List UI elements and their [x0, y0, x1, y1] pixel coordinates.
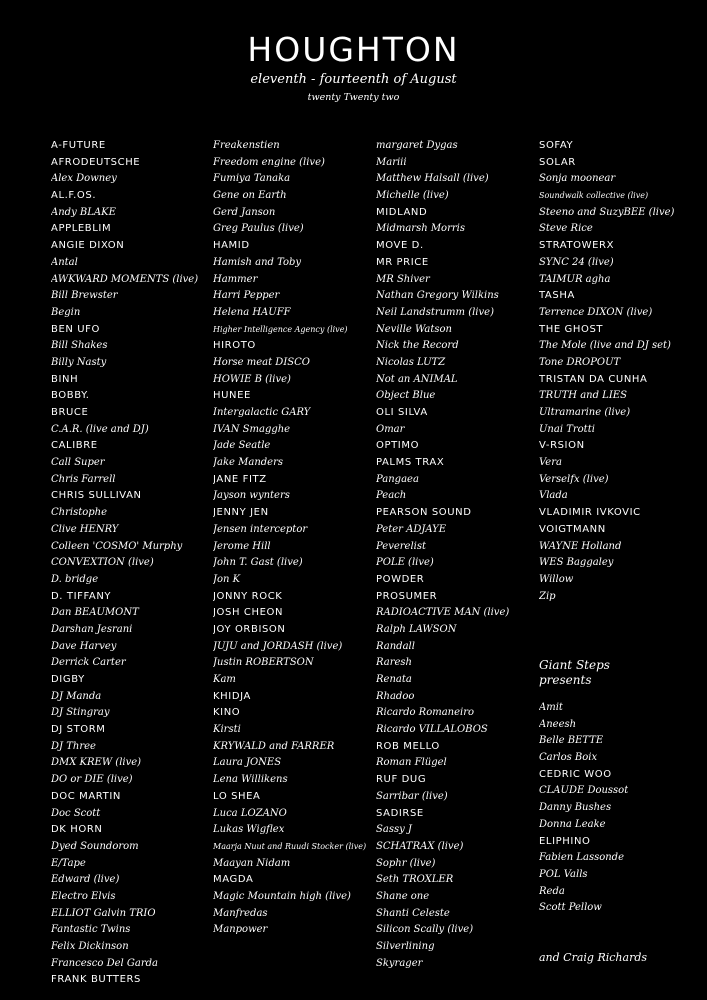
artist-name: Higher Intelligence Agency (live): [213, 324, 348, 334]
artist-name: CEDRIC WOO: [539, 768, 612, 780]
artist-name: Carlos Boix: [539, 752, 598, 764]
artist-name: Dyed Soundorom: [51, 840, 139, 852]
artist-name: Horse meat DISCO: [213, 356, 310, 368]
giant-steps-heading: Giant Steps presents: [539, 658, 610, 687]
closing-act: and Craig Richards: [539, 951, 648, 964]
artist-name: Steeno and SuzyBEE (live): [539, 206, 675, 218]
artist-name: margaret Dygas: [376, 140, 458, 151]
artist-name: The Mole (live and DJ set): [539, 340, 671, 352]
artist-name: Lukas Wigflex: [213, 824, 285, 836]
artist-name: VOIGTMANN: [539, 523, 606, 535]
artist-name: APPLEBLIM: [51, 223, 112, 235]
artist-name: Billy Nasty: [51, 356, 107, 368]
artist-name: Begin: [51, 306, 81, 318]
artist-name: Christophe: [51, 507, 108, 519]
artist-name: CHRIS SULLIVAN: [51, 490, 142, 502]
artist-name: OLI SILVA: [376, 407, 428, 418]
artist-name: DMX KREW (live): [51, 757, 142, 769]
artist-name: SYNC 24 (live): [539, 256, 614, 268]
artist-name: Seth TROXLER: [376, 874, 454, 886]
artist-name: BRUCE: [51, 407, 89, 418]
artist-name: SOLAR: [539, 156, 576, 168]
artist-name: FRANK BUTTERS: [51, 974, 141, 986]
artist-name: Roman Flügel: [376, 757, 447, 769]
artist-name: Doc Scott: [51, 807, 101, 819]
artist-name: Midmarsh Morris: [376, 223, 465, 235]
artist-name: Laura JONES: [213, 757, 282, 769]
artist-name: Aneesh: [539, 718, 577, 730]
artist-name: D. TIFFANY: [51, 590, 112, 602]
artist-name: JOSH CHEON: [213, 607, 284, 619]
artist-name: BOBBY.: [51, 390, 90, 402]
artist-name: Manpower: [213, 924, 268, 936]
artist-name: Jon K: [213, 573, 241, 585]
artist-name: Jade Seatle: [213, 440, 271, 452]
artist-name: SADIRSE: [376, 807, 424, 819]
festival-year: twenty Twenty two: [307, 92, 400, 103]
artist-name: Chris Farrell: [51, 473, 116, 485]
artist-name: Ricardo VILLALOBOS: [376, 724, 488, 736]
artist-name: Neil Landstrumm (live): [376, 306, 494, 318]
artist-name: Edward (live): [51, 874, 120, 886]
artist-name: Danny Bushes: [539, 802, 612, 814]
festival-title: HOUGHTON: [247, 30, 460, 69]
artist-name: Zip: [539, 590, 556, 602]
artist-name: KRYWALD and FARRER: [213, 740, 335, 752]
artist-name: Willow: [539, 573, 574, 585]
artist-name: Nick the Record: [376, 340, 459, 352]
artist-name: Lena Willikens: [213, 774, 288, 786]
artist-name: Manfredas: [213, 907, 268, 919]
artist-name: C.A.R. (live and DJ): [51, 423, 149, 435]
artist-name: Ralph LAWSON: [376, 623, 457, 635]
artist-name: BINH: [51, 373, 79, 385]
artist-name: Skyrager: [376, 957, 423, 969]
artist-name: Peverelist: [376, 540, 427, 552]
lineup-column-2: [213, 138, 366, 939]
artist-name: CALIBRE: [51, 440, 98, 452]
artist-name: JENNY JEN: [213, 507, 269, 519]
artist-name: ELLIOT Galvin TRIO: [51, 907, 156, 919]
artist-name: AL.F.OS.: [51, 190, 97, 202]
artist-name: HAMID: [213, 240, 250, 252]
artist-name: AWKWARD MOMENTS (live): [51, 273, 199, 285]
artist-name: Fumiya Tanaka: [213, 173, 291, 185]
artist-name: CONVEXTION (live): [51, 557, 154, 569]
artist-name: Donna Leake: [539, 818, 606, 830]
artist-name: JOY ORBISON: [213, 623, 286, 635]
artist-name: Reda: [539, 885, 565, 897]
artist-name: TAIMUR agha: [539, 273, 611, 285]
artist-name: Tone DROPOUT: [539, 356, 621, 368]
artist-name: Peter ADJAYE: [376, 523, 447, 535]
artist-name: DJ Three: [51, 740, 96, 752]
festival-dates: eleventh - fourteenth of August: [250, 72, 457, 87]
artist-name: LO SHEA: [213, 790, 261, 802]
artist-name: Felix Dickinson: [51, 941, 129, 952]
artist-name: Sonja moonear: [539, 173, 616, 185]
artist-name: Fabien Lassonde: [539, 852, 625, 864]
artist-name: Silverlining: [376, 941, 435, 952]
artist-name: Derrick Carter: [51, 657, 126, 669]
artist-name: Peach: [376, 490, 407, 502]
artist-name: THE GHOST: [539, 323, 604, 335]
artist-name: ELIPHINO: [539, 835, 591, 847]
artist-name: KHIDJA: [213, 690, 251, 702]
artist-name: Bill Shakes: [51, 340, 108, 352]
artist-name: Jayson wynters: [213, 490, 290, 502]
artist-name: Vlada: [539, 490, 568, 502]
artist-name: Freedom engine (live): [213, 156, 325, 168]
artist-name: Neville Watson: [376, 323, 452, 335]
artist-name: Electro Elvis: [51, 890, 116, 902]
artist-name: Omar: [376, 423, 405, 435]
artist-name: Magic Mountain high (live): [213, 890, 351, 902]
artist-name: HOWIE B (live): [213, 373, 291, 385]
artist-name: Ultramarine (live): [539, 407, 631, 418]
artist-name: IVAN Smagghe: [213, 423, 291, 435]
artist-name: Helena HAUFF: [213, 306, 291, 318]
artist-name: Call Super: [51, 457, 105, 469]
artist-name: BEN UFO: [51, 323, 100, 335]
artist-name: Jensen interceptor: [213, 523, 308, 535]
artist-name: John T. Gast (live): [213, 557, 303, 569]
artist-name: POL Valls: [539, 868, 588, 880]
artist-name: Intergalactic GARY: [213, 407, 311, 418]
artist-name: MIDLAND: [376, 206, 428, 218]
artist-name: Nathan Gregory Wilkins: [376, 290, 499, 302]
artist-name: Kirsti: [213, 724, 241, 736]
artist-name: Michelle (live): [376, 190, 449, 202]
artist-name: Greg Paulus (live): [213, 223, 304, 235]
artist-name: Gene on Earth: [213, 190, 287, 202]
artist-name: OPTIMO: [376, 440, 420, 452]
artist-name: Dan BEAUMONT: [51, 607, 139, 619]
artist-name: DIGBY: [51, 674, 85, 685]
artist-name: SCHATRAX (live): [376, 840, 464, 852]
artist-name: Amit: [539, 702, 563, 713]
artist-name: Francesco Del Garda: [51, 957, 158, 969]
artist-name: PALMS TRAX: [376, 457, 445, 469]
lineup-column-3: [376, 138, 509, 972]
artist-name: Steve Rice: [539, 223, 593, 235]
artist-name: POLE (live): [376, 557, 434, 569]
giant-steps-list: [539, 700, 628, 917]
artist-name: Pangaea: [376, 473, 419, 485]
artist-name: Hamish and Toby: [213, 256, 302, 268]
artist-name: AFRODEUTSCHE: [51, 156, 141, 168]
artist-name: Not an ANIMAL: [376, 373, 458, 385]
artist-name: Maarja Nuut and Ruudi Stocker (live): [213, 841, 367, 851]
artist-name: RUF DUG: [376, 774, 427, 786]
artist-name: V-RSION: [539, 440, 585, 452]
artist-name: Kam: [213, 674, 236, 685]
artist-name: Luca LOZANO: [213, 807, 287, 819]
artist-name: Matthew Halsall (live): [376, 173, 489, 185]
artist-name: Justin ROBERTSON: [213, 657, 314, 669]
artist-name: SOFAY: [539, 140, 574, 151]
artist-name: ANGIE DIXON: [51, 240, 125, 252]
artist-name: PROSUMER: [376, 590, 438, 602]
artist-name: MOVE D.: [376, 240, 424, 252]
artist-name: Ricardo Romaneiro: [376, 707, 475, 719]
artist-name: Sarribar (live): [376, 790, 448, 802]
artist-name: Rhadoo: [376, 690, 415, 702]
artist-name: POWDER: [376, 573, 425, 585]
artist-name: ROB MELLO: [376, 740, 440, 752]
artist-name: DJ Manda: [51, 690, 102, 702]
artist-name: Scott Pellow: [539, 902, 602, 914]
artist-name: Dave Harvey: [51, 640, 117, 652]
artist-name: Darshan Jesrani: [51, 623, 133, 635]
artist-name: Fantastic Twins: [51, 924, 131, 936]
artist-name: Jerome Hill: [213, 540, 271, 552]
artist-name: Andy BLAKE: [51, 206, 116, 218]
artist-name: TASHA: [539, 290, 575, 302]
artist-name: PEARSON SOUND: [376, 507, 472, 519]
artist-name: Nicolas LUTZ: [376, 356, 446, 368]
artist-name: E/Tape: [51, 857, 86, 869]
lineup-column-4: [539, 138, 674, 605]
artist-name: Freakenstien: [213, 140, 280, 151]
artist-name: CLAUDE Doussot: [539, 785, 629, 797]
artist-name: Shanti Celeste: [376, 907, 450, 919]
artist-name: Bill Brewster: [51, 290, 118, 302]
artist-name: Harri Pepper: [213, 290, 280, 302]
artist-name: MAGDA: [213, 874, 254, 886]
artist-name: Renata: [376, 674, 412, 685]
artist-name: STRATOWERX: [539, 240, 615, 252]
artist-name: JUJU and JORDASH (live): [213, 640, 343, 652]
artist-name: Terrence DIXON (live): [539, 306, 653, 318]
artist-name: JONNY ROCK: [213, 590, 283, 602]
artist-name: D. bridge: [51, 573, 99, 585]
artist-name: Sophr (live): [376, 857, 436, 869]
artist-name: RADIOACTIVE MAN (live): [376, 607, 510, 619]
artist-name: Antal: [51, 256, 78, 268]
artist-name: Belle BETTE: [539, 735, 604, 747]
artist-name: Object Blue: [376, 390, 436, 402]
artist-name: DOC MARTIN: [51, 790, 121, 802]
artist-name: Mariii: [376, 156, 407, 168]
artist-name: Raresh: [376, 657, 412, 669]
artist-name: TRUTH and LIES: [539, 390, 627, 402]
artist-name: JANE FITZ: [213, 473, 267, 485]
artist-name: HIROTO: [213, 340, 256, 352]
artist-name: Gerd Janson: [213, 206, 276, 218]
artist-name: Verselfx (live): [539, 473, 609, 485]
artist-name: Silicon Scally (live): [376, 924, 474, 936]
artist-name: Maayan Nidam: [213, 857, 291, 869]
artist-name: KINO: [213, 707, 241, 719]
artist-name: Sassy J: [376, 824, 412, 836]
artist-name: Randall: [376, 640, 415, 652]
artist-name: Shane one: [376, 890, 430, 902]
artist-name: Clive HENRY: [51, 523, 119, 535]
artist-name: TRISTAN DA CUNHA: [539, 373, 648, 385]
artist-name: DK HORN: [51, 824, 103, 836]
artist-name: MR PRICE: [376, 256, 429, 268]
artist-name: Hammer: [213, 273, 258, 285]
artist-name: Soundwalk collective (live): [539, 191, 649, 201]
artist-name: Alex Downey: [51, 173, 117, 185]
artist-name: WAYNE Holland: [539, 540, 622, 552]
artist-name: Colleen 'COSMO' Murphy: [51, 540, 183, 552]
artist-name: MR Shiver: [376, 273, 430, 285]
artist-name: A-FUTURE: [51, 140, 106, 151]
lineup-column-1: [51, 138, 198, 989]
artist-name: Jake Manders: [213, 457, 283, 469]
artist-name: DJ Stingray: [51, 707, 110, 719]
artist-name: Vera: [539, 457, 562, 469]
artist-name: HUNEE: [213, 390, 251, 402]
artist-name: WES Baggaley: [539, 557, 614, 569]
artist-name: VLADIMIR IVKOVIC: [539, 507, 641, 519]
artist-name: DO or DIE (live): [51, 774, 133, 786]
artist-name: Unai Trotti: [539, 423, 595, 435]
artist-name: DJ STORM: [51, 724, 106, 736]
